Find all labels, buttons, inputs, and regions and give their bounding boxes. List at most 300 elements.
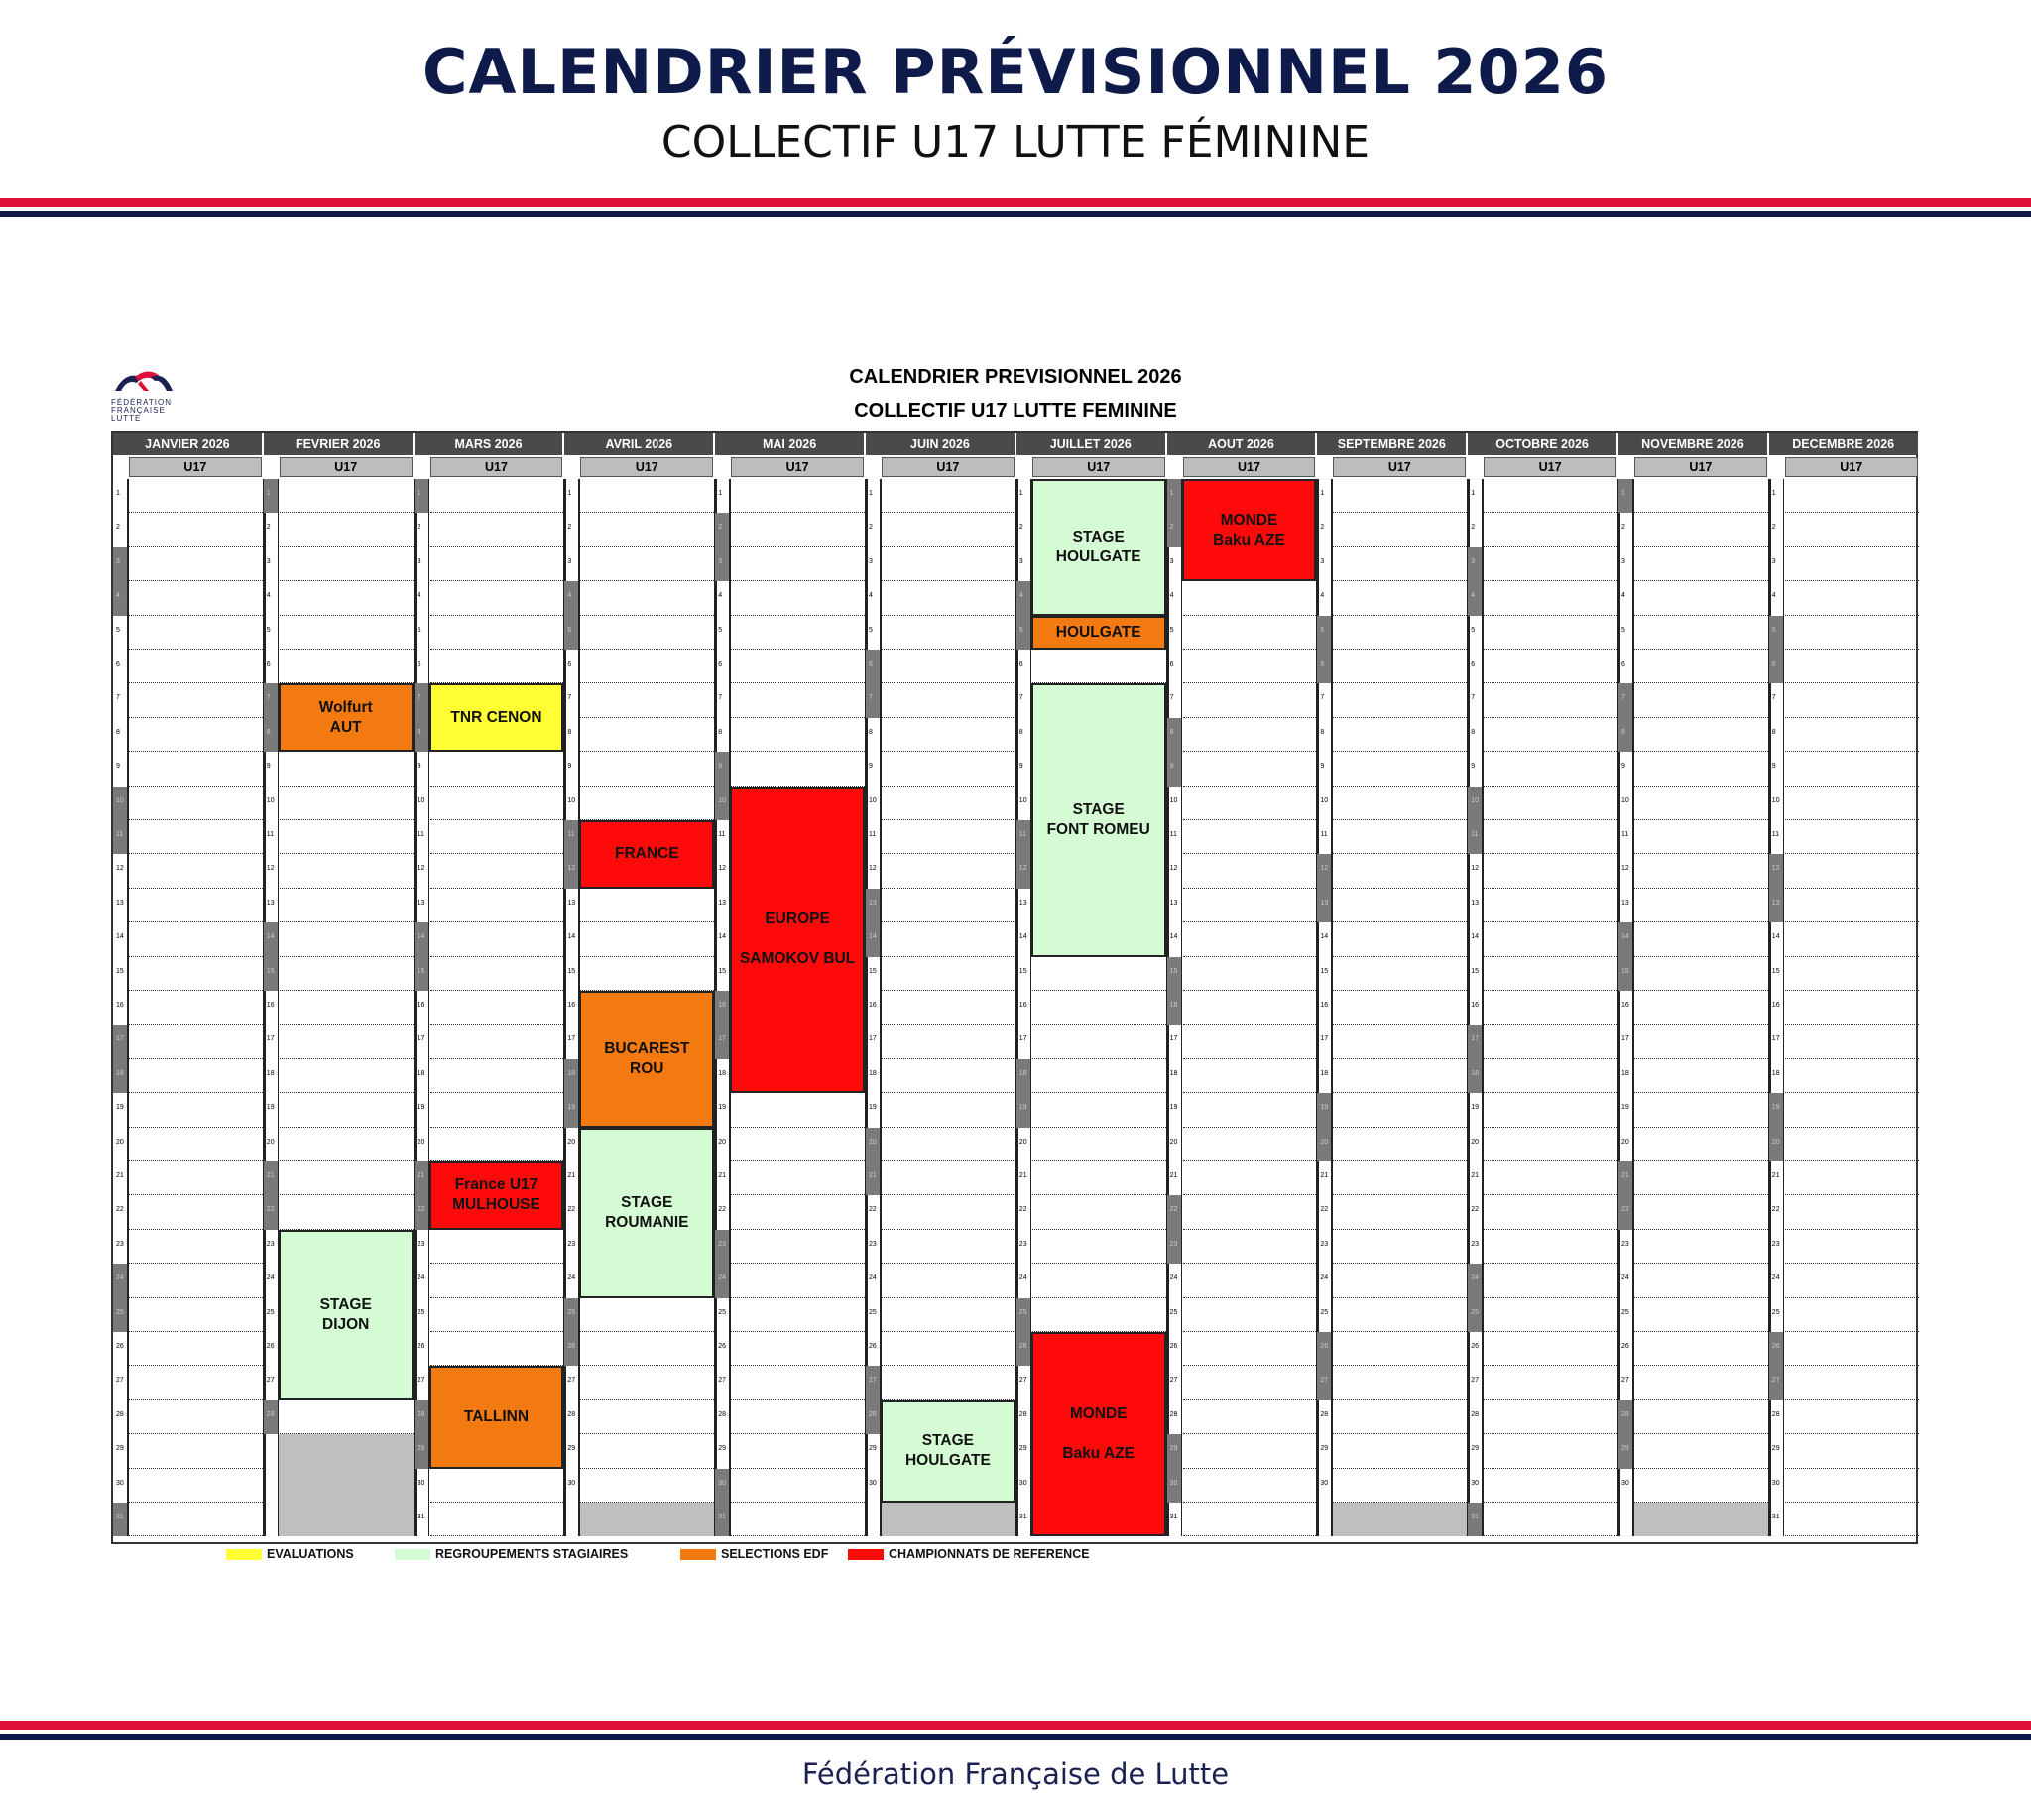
- day-cell: [129, 820, 263, 854]
- day-cell: [1183, 820, 1317, 854]
- day-cell: [129, 1366, 263, 1399]
- month-header: FEVRIER 2026: [264, 433, 415, 455]
- day-number: 3: [417, 557, 421, 565]
- day-number: 22: [116, 1206, 124, 1214]
- day-number: 27: [116, 1377, 124, 1385]
- day-number: 2: [567, 524, 572, 532]
- day-cell: [1785, 991, 1919, 1025]
- day-cell: [430, 513, 564, 546]
- day-number: 31: [417, 1514, 425, 1520]
- day-cell: [1484, 1059, 1617, 1093]
- day-number: 29: [1167, 1434, 1181, 1468]
- column-label: U17: [1634, 457, 1767, 477]
- day-number: 8: [1167, 718, 1181, 752]
- day-cell: [882, 1332, 1016, 1366]
- day-cell: [882, 1298, 1016, 1332]
- day-cell: [1032, 1128, 1166, 1161]
- day-number: 20: [718, 1138, 726, 1146]
- day-cell: [1032, 1161, 1166, 1195]
- empty-day: [1634, 1503, 1769, 1536]
- day-cell: [129, 479, 263, 513]
- day-number: 31: [715, 1503, 729, 1536]
- day-cell: [129, 1469, 263, 1503]
- day-number: 18: [869, 1069, 877, 1077]
- day-cell: [731, 1093, 865, 1127]
- day-cell: [1484, 683, 1617, 717]
- day-number: 2: [869, 524, 873, 532]
- day-number: 15: [415, 957, 428, 991]
- day-cell: [1333, 1264, 1467, 1297]
- day-cell: [280, 991, 414, 1025]
- day-number: 22: [264, 1195, 278, 1229]
- day-cell: [1333, 513, 1467, 546]
- day-cell: [882, 889, 1016, 922]
- day-number: 12: [1621, 865, 1629, 873]
- day-cell: [430, 752, 564, 786]
- day-cell: [1183, 1400, 1317, 1434]
- day-number: 8: [1771, 728, 1776, 736]
- day-cell: [1183, 1503, 1317, 1536]
- day-number: 5: [869, 626, 873, 634]
- legend-swatch: [848, 1549, 884, 1560]
- day-number: 8: [116, 728, 120, 736]
- day-cell: [580, 683, 714, 717]
- day-number: 22: [1771, 1206, 1780, 1214]
- calendar-event: France U17 MULHOUSE: [429, 1161, 564, 1230]
- day-number: 11: [113, 820, 127, 854]
- day-number: 14: [264, 922, 278, 956]
- day-number: 19: [1169, 1104, 1178, 1112]
- day-number: 31: [1771, 1514, 1780, 1520]
- day-cell: [1785, 787, 1919, 820]
- legend-item: [395, 1547, 628, 1561]
- day-cell: [1333, 650, 1467, 683]
- day-number: 26: [1169, 1343, 1178, 1350]
- day-cell: [1785, 957, 1919, 991]
- day-cell: [430, 650, 564, 683]
- month-header: MAI 2026: [715, 433, 866, 455]
- day-number: 13: [1471, 899, 1479, 907]
- day-number: 6: [116, 661, 120, 667]
- top-band-navy: [0, 211, 2031, 217]
- day-cell: [882, 787, 1016, 820]
- day-number: 20: [266, 1138, 275, 1146]
- day-cell: [129, 1400, 263, 1434]
- day-number: 5: [1317, 616, 1331, 650]
- day-cell: [882, 1195, 1016, 1229]
- day-cell: [1634, 616, 1768, 650]
- day-number: 14: [116, 933, 124, 941]
- day-number: 15: [264, 957, 278, 991]
- bottom-band-red: [0, 1721, 2031, 1730]
- day-cell: [430, 889, 564, 922]
- day-number: 14: [1618, 922, 1632, 956]
- day-cell: [129, 1264, 263, 1297]
- day-number: 11: [1169, 831, 1177, 838]
- day-cell: [1333, 547, 1467, 581]
- day-cell: [1032, 1093, 1166, 1127]
- day-number: 4: [1771, 592, 1776, 600]
- day-number: 16: [417, 1002, 425, 1009]
- logo-line-3: LUTTE: [111, 414, 142, 423]
- day-number: 23: [417, 1240, 425, 1248]
- day-cell: [1484, 1366, 1617, 1399]
- day-cell: [280, 513, 414, 546]
- day-cell: [580, 1332, 714, 1366]
- day-number: 30: [1471, 1479, 1479, 1487]
- day-cell: [1183, 1195, 1317, 1229]
- day-number: 26: [869, 1343, 877, 1350]
- month-header: AVRIL 2026: [564, 433, 715, 455]
- day-number: 18: [718, 1069, 726, 1077]
- day-number: 19: [266, 1104, 275, 1112]
- day-cell: [1634, 820, 1768, 854]
- day-number: 16: [1771, 1002, 1780, 1009]
- legend-swatch: [226, 1549, 262, 1560]
- day-number: 14: [1169, 933, 1178, 941]
- day-number: 26: [1016, 1332, 1030, 1366]
- day-number: 7: [718, 694, 723, 702]
- day-cell: [1032, 1264, 1166, 1297]
- day-cell: [1634, 1195, 1768, 1229]
- day-cell: [882, 718, 1016, 752]
- column-label: U17: [430, 457, 563, 477]
- day-number: 9: [1320, 763, 1325, 771]
- day-cell: [1333, 854, 1467, 888]
- day-number: 31: [1169, 1514, 1178, 1520]
- day-number: 11: [1468, 820, 1482, 854]
- day-cell: [731, 1366, 865, 1399]
- day-cell: [280, 581, 414, 615]
- day-number: 26: [1769, 1332, 1783, 1366]
- day-number: 8: [567, 728, 572, 736]
- day-number: 25: [1320, 1308, 1329, 1316]
- day-number: 9: [1471, 763, 1476, 771]
- day-cell: [1183, 1264, 1317, 1297]
- day-number: 29: [869, 1445, 877, 1453]
- day-number: 19: [116, 1104, 124, 1112]
- day-cell: [1785, 752, 1919, 786]
- day-cell: [1484, 1469, 1617, 1503]
- day-cell: [1032, 1025, 1166, 1058]
- day-number: 9: [417, 763, 421, 771]
- day-number: 14: [1320, 933, 1329, 941]
- day-number: 1: [264, 479, 278, 513]
- legend-label: EVALUATIONS: [267, 1547, 354, 1561]
- day-number: 6: [266, 661, 271, 667]
- day-cell: [882, 1366, 1016, 1399]
- day-number: 8: [1471, 728, 1476, 736]
- day-number: 28: [1618, 1400, 1632, 1434]
- day-cell: [1634, 547, 1768, 581]
- day-number: 21: [718, 1172, 726, 1179]
- day-cell: [1634, 1434, 1768, 1468]
- day-number: 6: [1317, 650, 1331, 683]
- day-number: 27: [1018, 1377, 1027, 1385]
- day-cell: [280, 854, 414, 888]
- day-number: 21: [567, 1172, 576, 1179]
- day-cell: [1634, 1400, 1768, 1434]
- day-cell: [1484, 1230, 1617, 1264]
- day-cell: [430, 991, 564, 1025]
- day-cell: [1785, 1264, 1919, 1297]
- day-number: 21: [1169, 1172, 1178, 1179]
- day-number: 12: [1317, 854, 1331, 888]
- day-number: 30: [567, 1479, 576, 1487]
- day-number: 1: [116, 490, 120, 497]
- day-cell: [1634, 854, 1768, 888]
- day-number: 19: [718, 1104, 726, 1112]
- empty-day: [882, 1503, 1016, 1536]
- column-label: U17: [280, 457, 413, 477]
- day-cell: [129, 683, 263, 717]
- day-number: 19: [1471, 1104, 1479, 1112]
- day-cell: [430, 479, 564, 513]
- day-cell: [1333, 1161, 1467, 1195]
- column-label: U17: [731, 457, 864, 477]
- day-number: 3: [1169, 557, 1174, 565]
- legend-label: REGROUPEMENTS STAGIAIRES: [435, 1547, 629, 1561]
- day-cell: [731, 1332, 865, 1366]
- day-number: 21: [1320, 1172, 1329, 1179]
- day-cell: [1183, 1469, 1317, 1503]
- day-number: 4: [113, 581, 127, 615]
- day-cell: [1484, 1332, 1617, 1366]
- day-cell: [280, 650, 414, 683]
- day-number: 4: [266, 592, 271, 600]
- day-number: 11: [1320, 831, 1328, 838]
- day-cell: [430, 1059, 564, 1093]
- day-cell: [1484, 1503, 1617, 1536]
- column-label: U17: [1333, 457, 1466, 477]
- month-header: AOUT 2026: [1167, 433, 1318, 455]
- day-cell: [1484, 616, 1617, 650]
- day-number: 1: [1771, 490, 1776, 497]
- day-cell: [280, 889, 414, 922]
- day-cell: [1183, 683, 1317, 717]
- day-number: 14: [1471, 933, 1479, 941]
- day-number: 17: [567, 1035, 576, 1043]
- calendar-event: EUROPE SAMOKOV BUL: [730, 787, 865, 1094]
- day-number: 10: [1621, 796, 1629, 804]
- day-number: 23: [1771, 1240, 1780, 1248]
- day-cell: [1785, 581, 1919, 615]
- day-number: 11: [1016, 820, 1030, 854]
- day-number: 2: [1771, 524, 1776, 532]
- day-cell: [1785, 1025, 1919, 1058]
- day-number: 7: [264, 683, 278, 717]
- day-number: 6: [417, 661, 421, 667]
- day-cell: [1634, 889, 1768, 922]
- day-number: 1: [567, 490, 572, 497]
- day-number: 21: [264, 1161, 278, 1195]
- day-number: 22: [1018, 1206, 1027, 1214]
- day-number: 9: [869, 763, 873, 771]
- legend-swatch: [395, 1549, 430, 1560]
- day-number: 20: [866, 1128, 880, 1161]
- day-number: 18: [1016, 1059, 1030, 1093]
- page-subtitle: COLLECTIF U17 LUTTE FÉMININE: [660, 117, 1371, 168]
- day-number: 8: [718, 728, 723, 736]
- day-cell: [430, 1128, 564, 1161]
- day-number: 5: [1016, 616, 1030, 650]
- day-cell: [1333, 1093, 1467, 1127]
- day-cell: [1333, 752, 1467, 786]
- day-number: 28: [415, 1400, 428, 1434]
- day-cell: [731, 1400, 865, 1434]
- day-cell: [1785, 1161, 1919, 1195]
- calendar-event: MONDE Baku AZE: [1182, 479, 1317, 581]
- day-number: 16: [1471, 1002, 1479, 1009]
- day-cell: [1183, 1332, 1317, 1366]
- day-number: 16: [116, 1002, 124, 1009]
- day-number: 9: [116, 763, 120, 771]
- day-cell: [1785, 1195, 1919, 1229]
- day-cell: [580, 650, 714, 683]
- day-cell: [580, 922, 714, 956]
- day-cell: [1484, 787, 1617, 820]
- day-number: 28: [1471, 1410, 1479, 1418]
- logo-line-1: FÉDÉRATION: [111, 398, 172, 407]
- day-cell: [1183, 889, 1317, 922]
- day-cell: [1634, 1025, 1768, 1058]
- day-number: 7: [415, 683, 428, 717]
- day-cell: [1032, 1230, 1166, 1264]
- month-header: JUILLET 2026: [1016, 433, 1167, 455]
- day-number: 23: [1471, 1240, 1479, 1248]
- day-cell: [129, 1093, 263, 1127]
- day-number: 4: [718, 592, 723, 600]
- day-number: 5: [718, 626, 723, 634]
- day-cell: [731, 1264, 865, 1297]
- day-cell: [129, 1059, 263, 1093]
- day-cell: [731, 752, 865, 786]
- day-cell: [1183, 1059, 1317, 1093]
- day-number: 18: [417, 1069, 425, 1077]
- day-cell: [1484, 957, 1617, 991]
- day-number: 4: [1621, 592, 1625, 600]
- day-cell: [1183, 787, 1317, 820]
- day-cell: [1333, 616, 1467, 650]
- day-number: 6: [1769, 650, 1783, 683]
- day-number: 25: [718, 1308, 726, 1316]
- day-number: 16: [1018, 1002, 1027, 1009]
- day-cell: [1785, 1093, 1919, 1127]
- calendar-event: Wolfurt AUT: [279, 683, 414, 752]
- day-number: 22: [415, 1195, 428, 1229]
- day-number: 27: [266, 1377, 275, 1385]
- day-number: 10: [113, 787, 127, 820]
- day-number: 23: [715, 1230, 729, 1264]
- day-number: 10: [1018, 796, 1027, 804]
- day-number: 28: [264, 1400, 278, 1434]
- day-number: 13: [1769, 889, 1783, 922]
- legend-item: [848, 1547, 1090, 1561]
- day-number: 28: [116, 1410, 124, 1418]
- day-cell: [1785, 683, 1919, 717]
- day-number: 10: [1169, 796, 1178, 804]
- day-cell: [580, 547, 714, 581]
- day-number: 18: [1320, 1069, 1329, 1077]
- day-cell: [580, 787, 714, 820]
- day-number: 20: [1317, 1128, 1331, 1161]
- day-cell: [882, 1025, 1016, 1058]
- day-cell: [1333, 1298, 1467, 1332]
- day-number: 16: [567, 1002, 576, 1009]
- day-cell: [1484, 513, 1617, 546]
- day-number: 12: [417, 865, 425, 873]
- day-number: 2: [1320, 524, 1325, 532]
- day-cell: [1785, 1434, 1919, 1468]
- day-cell: [882, 1059, 1016, 1093]
- day-cell: [1634, 922, 1768, 956]
- day-number: 8: [1018, 728, 1023, 736]
- day-cell: [1634, 787, 1768, 820]
- day-cell: [1785, 854, 1919, 888]
- day-number: 12: [1016, 854, 1030, 888]
- day-number: 1: [1320, 490, 1325, 497]
- day-number: 4: [1169, 592, 1174, 600]
- day-cell: [1484, 1434, 1617, 1468]
- column-label: U17: [1785, 457, 1918, 477]
- day-cell: [882, 1230, 1016, 1264]
- day-cell: [1183, 991, 1317, 1025]
- day-number: 30: [116, 1479, 124, 1487]
- day-cell: [129, 650, 263, 683]
- day-number: 23: [116, 1240, 124, 1248]
- calendar-subtitle: COLLECTIF U17 LUTTE FEMININE: [854, 400, 1177, 422]
- day-number: 4: [869, 592, 873, 600]
- day-number: 24: [1320, 1274, 1329, 1282]
- day-number: 24: [1018, 1274, 1027, 1282]
- day-number: 24: [266, 1274, 275, 1282]
- day-number: 28: [866, 1400, 880, 1434]
- day-cell: [280, 1195, 414, 1229]
- day-number: 31: [1018, 1514, 1027, 1520]
- day-number: 31: [1468, 1503, 1482, 1536]
- day-number: 9: [266, 763, 271, 771]
- day-cell: [1333, 683, 1467, 717]
- day-cell: [1785, 547, 1919, 581]
- day-cell: [430, 1469, 564, 1503]
- day-cell: [280, 479, 414, 513]
- day-number: 13: [567, 899, 576, 907]
- day-number: 27: [1621, 1377, 1629, 1385]
- day-number: 18: [266, 1069, 275, 1077]
- day-number: 3: [1771, 557, 1776, 565]
- day-cell: [430, 1093, 564, 1127]
- day-cell: [129, 854, 263, 888]
- day-cell: [129, 1503, 263, 1536]
- day-number: 7: [866, 683, 880, 717]
- calendar-event: STAGE HOULGATE: [881, 1400, 1016, 1503]
- day-cell: [731, 1128, 865, 1161]
- day-cell: [1484, 854, 1617, 888]
- day-cell: [129, 616, 263, 650]
- day-number: 30: [1167, 1469, 1181, 1503]
- day-cell: [1484, 991, 1617, 1025]
- day-cell: [430, 1298, 564, 1332]
- day-number: 17: [1169, 1035, 1178, 1043]
- day-number: 19: [1016, 1093, 1030, 1127]
- day-number: 22: [1618, 1195, 1632, 1229]
- day-cell: [1333, 1366, 1467, 1399]
- day-cell: [1785, 889, 1919, 922]
- day-number: 23: [1320, 1240, 1329, 1248]
- day-number: 14: [1018, 933, 1027, 941]
- day-number: 26: [417, 1343, 425, 1350]
- day-number: 10: [869, 796, 877, 804]
